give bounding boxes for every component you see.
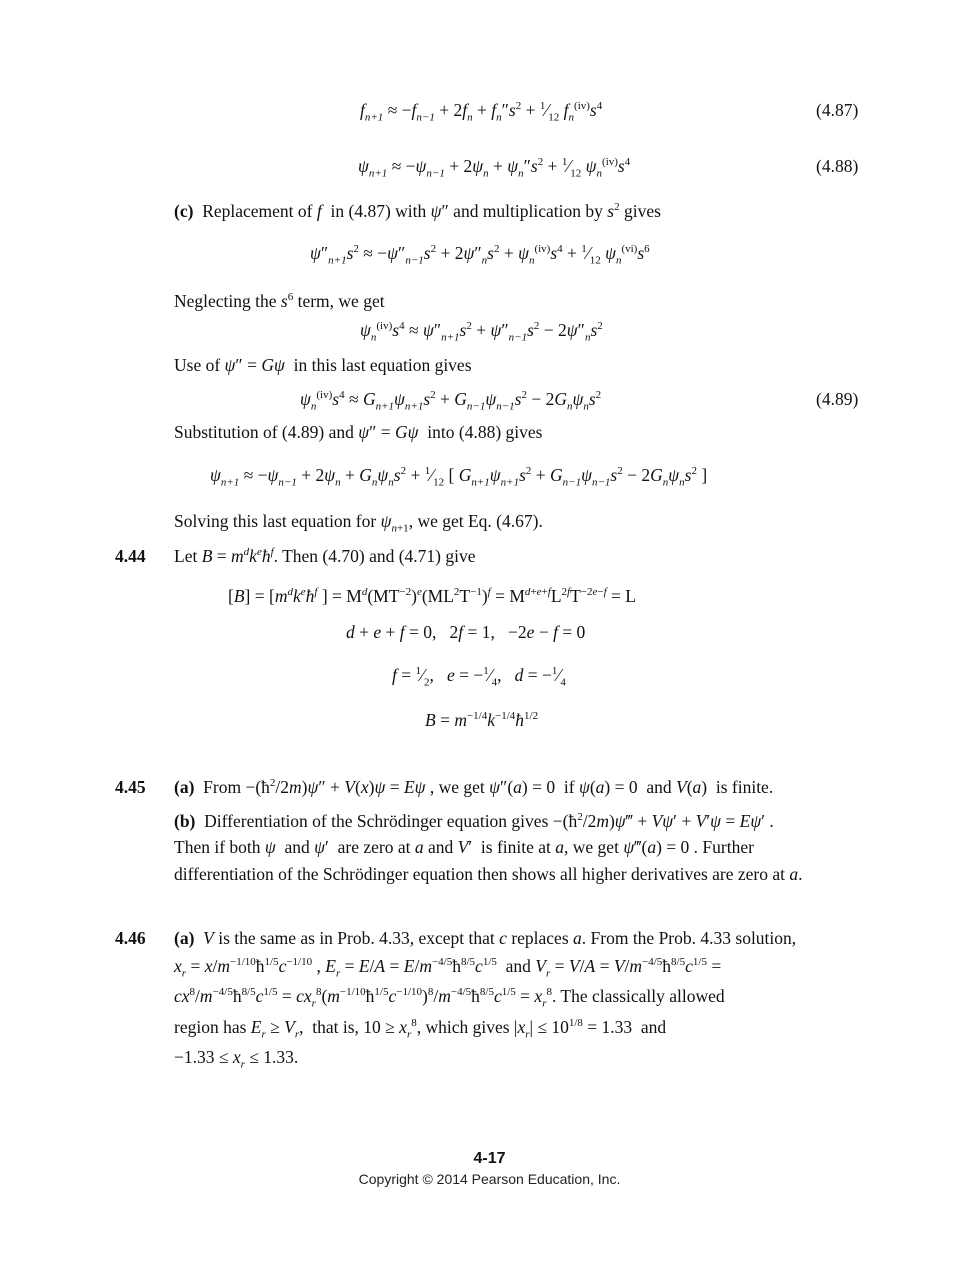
problem-4-45-b-line1: (b) Differentiation of the Schrödinger equation gives $-(ħ^2/2m)\psi‴ + V\psi' + V'\psi = E\psi'$ . bbox=[174, 811, 774, 831]
problem-4-45-b-line3: differentiation of the Schrödinger equation then shows all higher derivatives are zero at a. bbox=[174, 864, 803, 884]
problem-4-46-line4: region has $E_r \ge V_r$, that is, $10 \ge x_r^8$, which gives $|x_r| \le 10^{1/8} = 1.33$ and bbox=[174, 1017, 667, 1041]
problem-number: 4.45 bbox=[115, 777, 146, 797]
problem-4-46-line2: $x_r$ = $x/m^{-1/10}ħ^{1/5}c^{-1/10}$ , $E_r = E/A$ = $E/m^{-4/5}ħ^{8/5}c^{1/5}$ and $V_r = V/A$ = $V/m^{-4/5}ħ^{8/5}c^{1/5}$ = bbox=[174, 956, 722, 980]
use-of-text: Use of ψ″ = Gψ in this last equation gives bbox=[174, 355, 472, 375]
equation-substituted: $\psi_{n+1} \approx -\psi_{n-1} + 2\psi_n + G_n\psi_ns^2$ + $^1⁄_{12}$ [ $G_{n+1}\psi_{n+1}s^2 + G_{n-1}\psi_{n-1}s^2 - 2G_n\psi_ns^2$ ] bbox=[210, 465, 708, 489]
problem-number: 4.46 bbox=[115, 928, 146, 948]
problem-4-46-line3: $cx^8/m^{-4/5}ħ^{8/5}c^{1/5}$ = $cx_r^8(m^{-1/10}ħ^{1/5}c^{-1/10})^8/m^{-4/5}ħ^{8/5}c^{1/5} = x_r^8$. The classically allowed bbox=[174, 986, 725, 1010]
problem-4-45-b-line2: Then if both ψ and ψ′ are zero at a and V′ is finite at a, we get ψ‴(a) = 0 . Further bbox=[174, 837, 754, 857]
equation-neglect: $\psi_n^{(iv)}s^4 \approx \psi''_{n+1}s^2 + \psi''_{n-1}s^2 - 2\psi''_ns^2$ bbox=[360, 320, 603, 344]
equation-exponent-system: d + e + f = 0, 2f = 1, −2e − f = 0 bbox=[346, 622, 586, 642]
page-number: 4-17 bbox=[473, 1150, 506, 1167]
problem-4-45-a: (a) From $-(ħ^2/2m)\psi'' + V(x)\psi = E\psi$ , we get ψ″(a) = 0 if ψ(a) = 0 and V(a) is finite. bbox=[174, 777, 774, 797]
equation-part-c: $\psi''_{n+1}s^2 \approx -\psi''_{n-1}s^2 + 2\psi''_ns^2 + \psi_n^{(iv)}s^4$ + $^1⁄_{12}$ $\psi_n^{(vi)}s^6$ bbox=[310, 243, 650, 267]
equation-4-89: $\psi_n^{(iv)}s^4 \approx G_{n+1}\psi_{n+1}s^2 + G_{n-1}\psi_{n-1}s^2 - 2G_n\psi_ns^2$ bbox=[300, 389, 602, 413]
equation-number: (4.87) bbox=[816, 100, 859, 120]
problem-4-44-intro: Let $B = m^dk^eħ^f$. Then (4.70) and (4.71) give bbox=[174, 546, 476, 566]
problem-number: 4.44 bbox=[115, 546, 146, 566]
substitution-text: Substitution of (4.89) and ψ″ = Gψ into (4.88) gives bbox=[174, 422, 543, 442]
part-c-intro: (c) Replacement of f in (4.87) with ψ″ and multiplication by $s^2$ gives bbox=[174, 201, 661, 221]
equation-exponent-solution: $f = ^1⁄_2$, $e = -^1⁄_4$, $d = -^1⁄_4$ bbox=[392, 665, 566, 689]
equation-dimensions: $[B] = [m^dk^eħ^f$ ] = $M^d(MT^{-2})^e(ML^2T^{-1})^f = M^{d+e+f}L^{2f}T^{-2e-f} = L$ bbox=[228, 586, 636, 606]
solving-text: Solving this last equation for $\psi_{n+1}$, we get Eq. (4.67). bbox=[174, 511, 543, 535]
equation-B-result: $B = m^{-1/4}k^{-1/4}ħ^{1/2}$ bbox=[425, 710, 539, 730]
copyright-notice: Copyright © 2014 Pearson Education, Inc. bbox=[358, 1171, 621, 1187]
problem-4-46-line5: $-1.33 \le x_r \le 1.33$. bbox=[174, 1047, 299, 1071]
equation-number: (4.89) bbox=[816, 389, 859, 409]
neglect-text: Neglecting the $s^6$ term, we get bbox=[174, 291, 385, 311]
equation-4-87: $f_{n+1} \approx -f_{n-1} + 2f_n + f_n''s^2$ + $^1⁄_{12}$ $f_n^{(iv)}s^4$ bbox=[360, 100, 603, 124]
equation-number: (4.88) bbox=[816, 156, 859, 176]
equation-4-88: $\psi_{n+1} \approx -\psi_{n-1} + 2\psi_n + \psi_n''s^2$ + $^1⁄_{12}$ $\psi_n^{(iv)}s^4$ bbox=[358, 156, 631, 180]
problem-4-46-line1: (a) V is the same as in Prob. 4.33, except that c replaces a. From the Prob. 4.33 solution, bbox=[174, 928, 797, 948]
